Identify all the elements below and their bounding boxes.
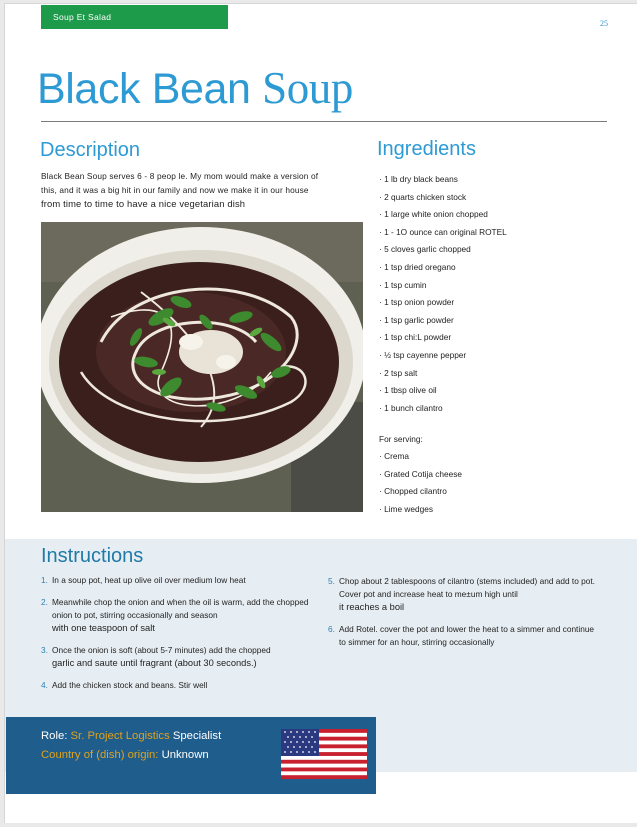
step-text-tail: it reaches a boil [339, 602, 405, 612]
ingredient-item: · 1 tsp cumin [379, 277, 619, 295]
step-number: 4. [41, 680, 48, 690]
instructions-list-right [328, 575, 603, 658]
soup-photo [41, 222, 363, 512]
ingredient-item: · 1 tsp dried oregano [379, 259, 619, 277]
description-heading: Description [40, 139, 141, 161]
ingredient-item: · 1 tsp garlic powder [379, 312, 619, 330]
role-label: Role: [41, 730, 68, 742]
section-tag: Soup Et Salad [41, 5, 228, 29]
serving-item: · Crema [379, 448, 462, 466]
serving-heading: For serving: [379, 434, 423, 444]
description-text [41, 170, 353, 211]
ingredients-list [379, 171, 619, 417]
instruction-step [41, 679, 313, 692]
instruction-step [41, 644, 313, 670]
page-number: 25 [600, 19, 608, 28]
instructions-list-left [41, 574, 313, 701]
ingredient-item: · 1 bunch cilantro [379, 400, 619, 418]
role-line [41, 730, 221, 742]
contributor-footer [6, 717, 376, 794]
step-text: Add Rotel. cover the pot and lower the heat to a simmer and continue to simmer for an hour, stirring occasionally [339, 624, 595, 647]
ingredient-item: · 1 lb dry black beans [379, 171, 619, 189]
ingredient-item: · 1 large white onion chopped [379, 206, 619, 224]
title-part-1: Black Bean [37, 65, 251, 113]
instruction-step [328, 575, 603, 614]
serving-item: · Lime wedges [379, 501, 462, 519]
step-text: Chop about 2 tablespoons of cilantro (stems included) and add to pot. Cover pot and increase heat to me±um high until [339, 576, 595, 599]
step-text-tail: garlic and saute until fragrant (about 30 seconds.) [52, 658, 257, 668]
step-text-tail: with one teaspoon of salt [52, 623, 155, 633]
serving-item: · Grated Cotija cheese [379, 466, 462, 484]
country-label: Country of (dish) origin: [41, 749, 159, 761]
country-value: Unknown [161, 749, 209, 761]
step-number: 6. [328, 624, 335, 634]
ingredient-item: · 2 tsp salt [379, 365, 619, 383]
instruction-step [41, 596, 313, 635]
title-divider [41, 121, 607, 122]
role-value: Sr. Project Logistics [70, 730, 170, 742]
ingredient-item: · 1 tsp onion powder [379, 294, 619, 312]
description-line: from time to time to have a nice vegetarian dish [41, 198, 246, 209]
title-part-2: Soup [262, 63, 354, 113]
step-number: 1. [41, 575, 48, 585]
ingredients-heading: Ingredients [377, 138, 476, 160]
role-tail: Specialist [172, 730, 222, 742]
instruction-step [328, 623, 603, 649]
recipe-page [4, 3, 637, 823]
step-text: Once the onion is soft (about 5-7 minutes) add the chopped [52, 645, 271, 655]
ingredient-item: · 1 - 1O ounce can original ROTEL [379, 224, 619, 242]
step-text: Meanwhile chop the onion and when the oil is warm, add the chopped onion to pot, stirring occasionally and season [52, 597, 309, 620]
step-number: 5. [328, 576, 335, 586]
description-line: this, and it was a big hit in our family and now we make it in our house [41, 184, 309, 195]
page-title [37, 62, 353, 114]
step-text: In a soup pot, heat up olive oil over medium low heat [52, 575, 246, 585]
ingredient-item: · 2 quarts chicken stock [379, 189, 619, 207]
step-number: 3. [41, 645, 48, 655]
ingredient-item: · 1 tsp chi:L powder [379, 329, 619, 347]
instruction-step [41, 574, 313, 587]
ingredient-item: · 1 tbsp olive oil [379, 382, 619, 400]
serving-list [379, 448, 462, 518]
description-line: Black Bean Soup serves 6 - 8 peop le. My mom would make a version of [41, 171, 319, 181]
ingredient-item: · ½ tsp cayenne pepper [379, 347, 619, 365]
country-line [41, 749, 209, 761]
soup-photo-graphic [41, 222, 363, 512]
instructions-heading: Instructions [41, 545, 144, 567]
serving-item: · Chopped cilantro [379, 483, 462, 501]
ingredient-item: · 5 cloves garlic chopped [379, 241, 619, 259]
step-text: Add the chicken stock and beans. Stir well [52, 680, 208, 690]
step-number: 2. [41, 597, 48, 607]
united-states-flag-icon [281, 729, 367, 779]
